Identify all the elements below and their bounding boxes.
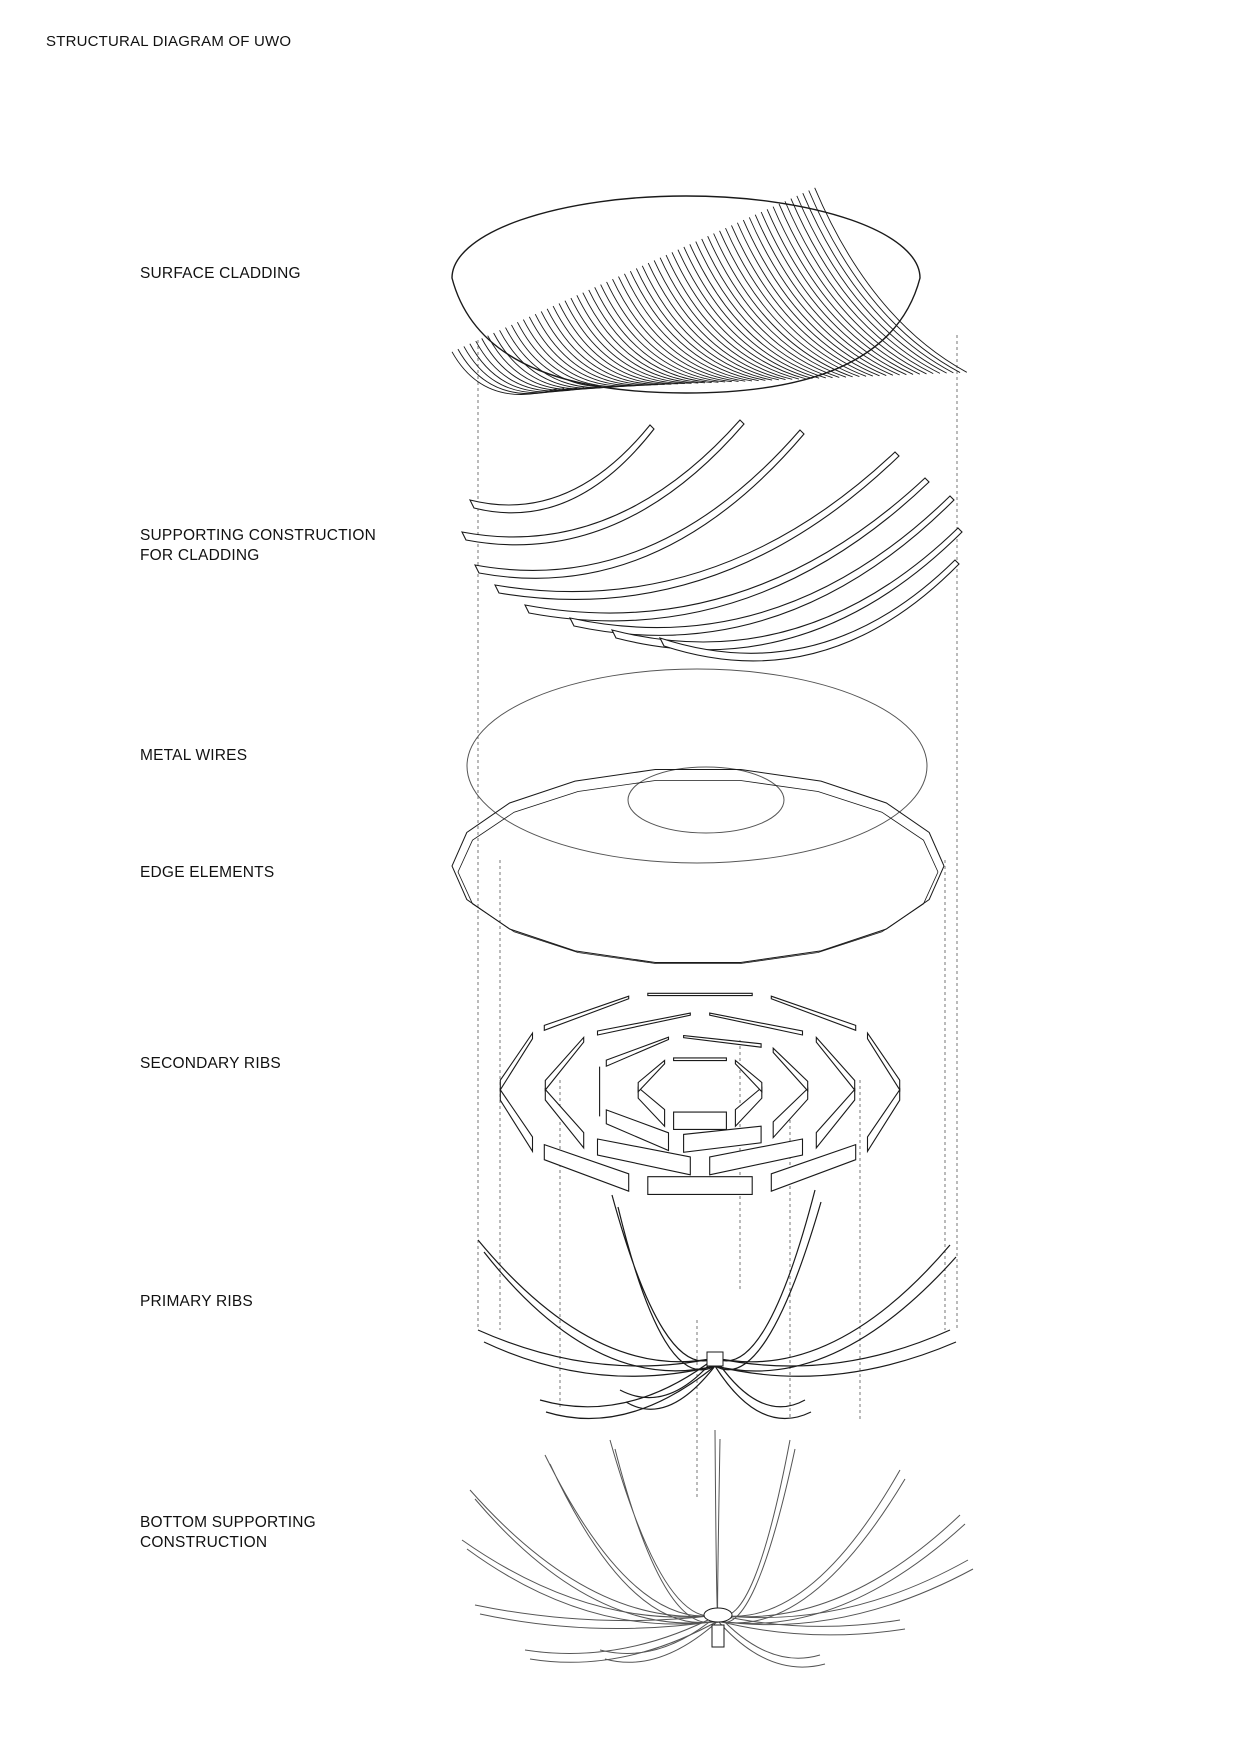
secondary-rib-segment <box>674 1058 727 1061</box>
bottom-arm <box>462 1540 718 1624</box>
cladding-support-drawing <box>462 420 962 661</box>
bottom-arm <box>600 1615 718 1662</box>
secondary-rib-segment <box>816 1037 854 1090</box>
secondary-rib-segment <box>638 1060 664 1091</box>
primary-rib <box>715 1358 811 1419</box>
secondary-rib-segment <box>684 1126 762 1152</box>
bottom-arm <box>718 1440 795 1623</box>
secondary-rib-segment <box>674 1112 727 1129</box>
secondary-rib-segment <box>545 1090 583 1148</box>
wire-outer <box>467 669 927 863</box>
bottom-supporting-drawing <box>462 1430 973 1667</box>
label-bottom-supporting: BOTTOM SUPPORTING CONSTRUCTION <box>140 1514 316 1551</box>
edge-ring-outer <box>452 770 944 963</box>
secondary-rib-segment <box>500 1033 532 1090</box>
primary-rib <box>715 1190 821 1370</box>
label-metal-wires: METAL WIRES <box>140 747 248 764</box>
secondary-rib-segment <box>606 1037 668 1066</box>
label-supporting-construction: SUPPORTING CONSTRUCTION FOR CLADDING <box>140 527 376 564</box>
bottom-arm <box>718 1615 905 1635</box>
secondary-rib-segment <box>684 1036 762 1048</box>
primary-rib <box>478 1330 715 1376</box>
secondary-rib-segment <box>648 1177 752 1195</box>
label-primary-ribs: PRIMARY RIBS <box>140 1293 253 1310</box>
primary-rib <box>612 1195 715 1370</box>
primary-rib <box>715 1245 956 1371</box>
label-edge-elements: EDGE ELEMENTS <box>140 864 275 881</box>
bottom-arm <box>718 1560 973 1625</box>
primary-rib-hub <box>707 1352 723 1366</box>
secondary-rib-segment <box>868 1090 900 1152</box>
label-surface-cladding: SURFACE CLADDING <box>140 265 301 282</box>
edge-elements-drawing <box>452 770 944 964</box>
secondary-rib-segment <box>710 1013 803 1035</box>
secondary-rib-segment <box>648 993 752 995</box>
secondary-rib-segment <box>598 1013 691 1035</box>
secondary-rib-segment <box>544 996 628 1030</box>
secondary-rib-segment <box>735 1060 761 1091</box>
bottom-arm <box>718 1515 965 1623</box>
secondary-rib-segment <box>771 996 855 1030</box>
secondary-rib-segment <box>545 1037 583 1090</box>
secondary-rib-segment <box>500 1090 532 1152</box>
primary-ribs-drawing <box>478 1190 956 1419</box>
primary-rib <box>478 1240 715 1371</box>
bottom-hub <box>704 1608 732 1622</box>
secondary-rib-segment <box>868 1033 900 1090</box>
surface-cladding-drawing <box>452 188 967 395</box>
support-lath <box>470 425 654 513</box>
bottom-arm <box>610 1440 718 1623</box>
secondary-rib-segment <box>638 1088 664 1127</box>
bottom-arm <box>715 1430 720 1622</box>
bottom-post <box>712 1625 724 1647</box>
secondary-rib-segment <box>773 1048 808 1091</box>
metal-wires-drawing <box>467 669 927 863</box>
secondary-rib-segment <box>773 1089 808 1138</box>
bottom-arm <box>470 1490 718 1623</box>
secondary-rib-segment <box>816 1090 854 1148</box>
page-title: STRUCTURAL DIAGRAM OF UWO <box>46 33 292 50</box>
wire-inner <box>628 767 784 833</box>
secondary-rib-segment <box>735 1088 761 1127</box>
cladding-outline <box>452 196 920 393</box>
label-secondary-ribs: SECONDARY RIBS <box>140 1055 281 1072</box>
